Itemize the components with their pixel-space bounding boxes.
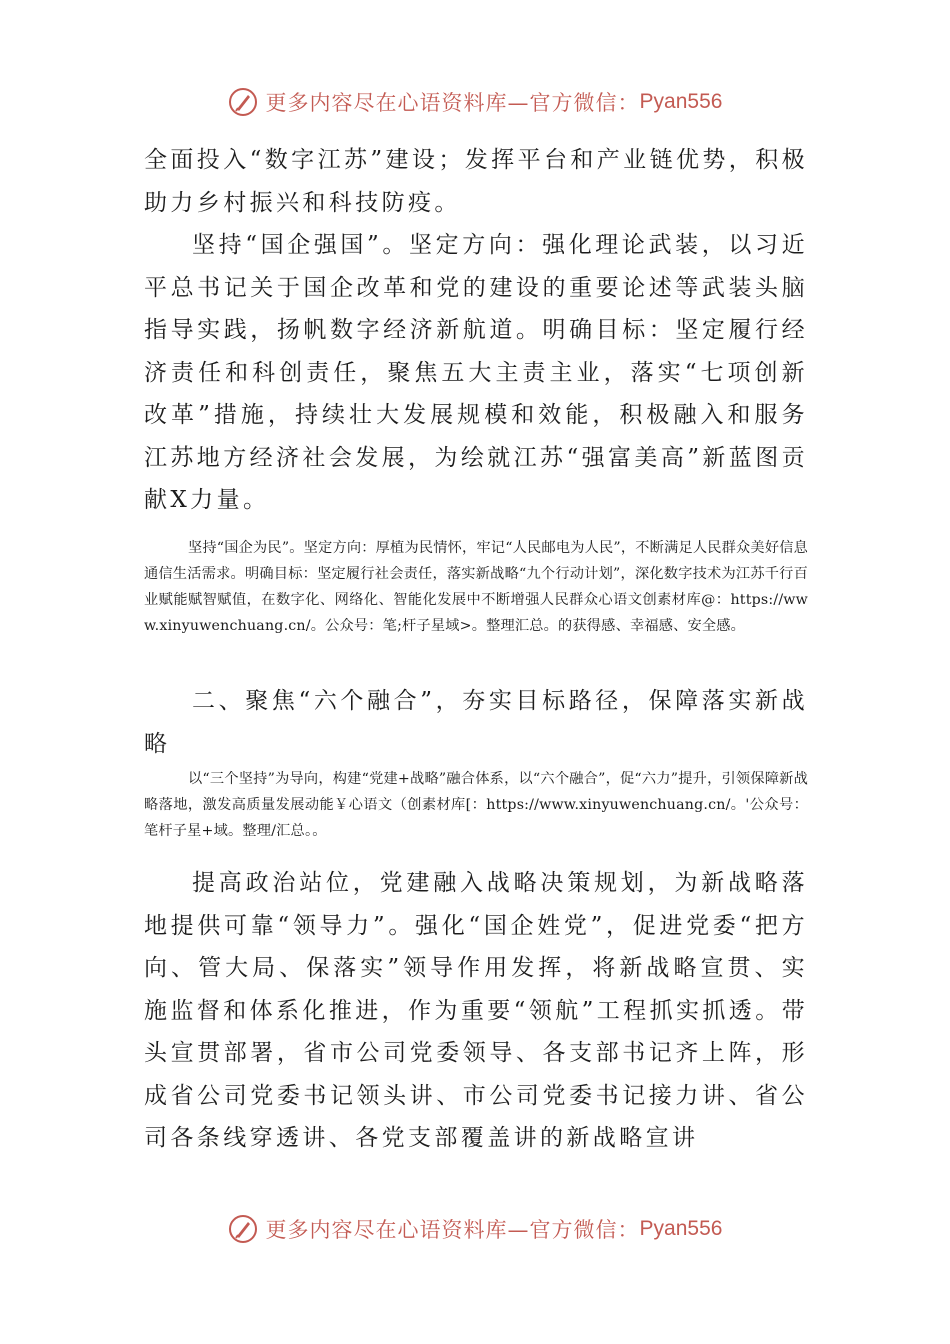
section-heading-2: 二、聚焦“六个融合”，夯实目标路径，保障落实新战略 [144,688,808,757]
paragraph-zhengzhi-zhanwei: 提高政治站位，党建融入战略决策规划，为新战略落地提供可靠“领导力”。强化“国企姓党”，促进党委“把方向、管大局、保落实”领导作用发挥，将新战略宣贯、实施监督和体系化推进，作为重要“领航”工程抓实抓透。带头宣贯部署，省市公司党委领导、各支部书记齐上阵，形成省公司党委书记领头讲、市公司党委书记接力讲、省公司各条线穿透讲、各党支部覆盖讲的新战略宣讲 [144,870,808,1151]
header-watermark-banner [0,82,950,122]
document-body-top [144,139,808,522]
paragraph-san-ge-jianchi: 以“三个坚持”为导向，构建“党建+战略”融合体系，以“六个融合”，促“六力”提升，引领保障新战略落地，激发高质量发展动能￥心语文（创素材库[：https://www.xinyuwenchuang.cn/。'公众号：笔杆子星+域。整理/汇总。。 [144,771,808,839]
document-body-small-2 [144,766,808,844]
document-body-bottom [144,862,808,1160]
wechat-id: Pyan556 [639,1217,723,1240]
wechat-id: Pyan556 [639,90,723,113]
watermark-text: 更多内容尽在心语资料库—官方微信： [265,1218,640,1242]
quill-logo-icon [228,1214,258,1244]
quill-logo-icon [228,87,258,117]
paragraph-guoqi-weimin: 坚持“国企为民”。坚定方向：厚植为民情怀，牢记“人民邮电为人民”，不断满足人民群众美好信息通信生活需求。明确目标：坚定履行社会责任，落实新战略“九个行动计划”，深化数字技术为江苏千行百业赋能赋智赋值，在数字化、网络化、智能化发展中不断增强人民群众心语文创素材库@：https://www.xinyuwenchuang.cn/。公众号：笔;杆子星域>。整理汇总。的获得感、幸福感、安全感。 [144,540,808,634]
footer-watermark-banner [0,1209,950,1249]
paragraph-continuation: 全面投入“数字江苏”建设；发挥平台和产业链优势，积极助力乡村振兴和科技防疫。 [144,147,808,216]
watermark-text: 更多内容尽在心语资料库—官方微信： [265,91,640,115]
paragraph-guoqi-qiangguo: 坚持“国企强国”。坚定方向：强化理论武装，以习近平总书记关于国企改革和党的建设的重要论述等武装头脑指导实践，扬帆数字经济新航道。明确目标：坚定履行经济责任和科创责任，聚焦五大主责主业，落实“七项创新改革”措施，持续壮大发展规模和效能，积极融入和服务江苏地方经济社会发展，为绘就江苏“强富美高”新蓝图贡献X力量。 [144,232,808,513]
document-body-small-1 [144,535,808,639]
section-heading-block [144,680,808,765]
